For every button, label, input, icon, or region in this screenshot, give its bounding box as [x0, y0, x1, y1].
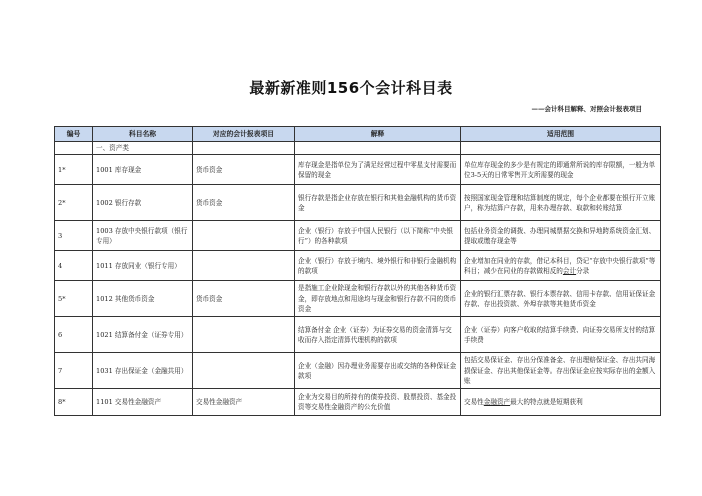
category-row — [55, 142, 661, 155]
row-scope: 按照国家现金管理和结算制度的规定，每个企业都要在银行开立账户，称为结算户存款，用来办理存款、取款和转账结算 — [461, 185, 661, 221]
row-report-item — [193, 353, 295, 389]
category-empty-cell — [461, 142, 661, 155]
row-number: 2* — [55, 185, 93, 221]
header-report: 对应的会计报表项目 — [193, 127, 295, 142]
row-number: 1* — [55, 155, 93, 185]
header-explain: 解释 — [295, 127, 461, 142]
row-number: 8* — [55, 389, 93, 416]
header-code: 编号 — [55, 127, 93, 142]
row-report-item — [193, 317, 295, 353]
row-report-item — [193, 251, 295, 281]
row-scope: 包括业务资金的调拨、办理同城票据交换和异地跨系统资金汇划、提取或缴存现金等 — [461, 221, 661, 251]
table-row — [55, 251, 661, 281]
scope-text: 分录 — [576, 266, 590, 275]
row-report-item: 货币资金 — [193, 155, 295, 185]
row-scope: 单位库存现金的多少是有规定的即通常所说的库存限额，一般为单位3-5天的日常零售开支所需要的现金 — [461, 155, 661, 185]
row-number: 4 — [55, 251, 93, 281]
row-explanation: 企业（金融）因办理业务需要存出或交纳的各种保证金款项 — [295, 353, 461, 389]
table-row — [55, 155, 661, 185]
table-row — [55, 185, 661, 221]
scope-text: 企业增加在同业的存款，借记本科目，贷记“存放中央银行款项”等科目；减少在同业的存款做相反的 — [464, 256, 656, 275]
table-header-row — [55, 127, 661, 142]
row-account-name: 1031 存出保证金（金融共用） — [93, 353, 193, 389]
row-scope: 企业（证券）向客户收取的结算手续费、向证券交易所支付的结算手续费 — [461, 317, 661, 353]
row-number: 5* — [55, 281, 93, 317]
scope-link-text: 会计 — [562, 266, 577, 275]
header-name: 科目名称 — [93, 127, 193, 142]
scope-text: 交易性 — [464, 398, 484, 407]
row-account-name: 1021 结算备付金（证券专用） — [93, 317, 193, 353]
row-report-item: 交易性金融资产 — [193, 389, 295, 416]
header-scope: 适用范围 — [461, 127, 661, 142]
category-empty-cell — [55, 142, 93, 155]
row-scope: 包括交易保证金、存出分保准备金、存出理赔保证金、存出共同海损保证金、存出其他保证金等。存出保证金应按实际存出的金额入账 — [461, 353, 661, 389]
table-row — [55, 353, 661, 389]
row-report-item — [193, 221, 295, 251]
row-report-item: 货币资金 — [193, 185, 295, 221]
row-account-name: 1001 库存现金 — [93, 155, 193, 185]
document-subtitle: ——会计科目解释、对照会计报表项目 — [531, 105, 642, 113]
row-scope — [461, 251, 661, 281]
row-number: 6 — [55, 317, 93, 353]
row-explanation: 结算备付金 企业（证券）为证券交易的资金清算与交收而存入指定清算代理机构的款项 — [295, 317, 461, 353]
row-explanation: 银行存款是指企业存放在银行和其他金融机构的货币资金 — [295, 185, 461, 221]
row-explanation: 企业（银行）存放于境内、境外银行和非银行金融机构的款项 — [295, 251, 461, 281]
row-account-name: 1002 银行存款 — [93, 185, 193, 221]
row-explanation: 企业（银行）存放于中国人民银行（以下简称“中央银行”）的各种款项 — [295, 221, 461, 251]
table-row — [55, 317, 661, 353]
row-scope: 企业的银行汇票存款、银行本票存款、信用卡存款、信用证保证金存款、存出投资款、外埠存款等其他货币资金 — [461, 281, 661, 317]
category-empty-cell — [295, 142, 461, 155]
row-number: 7 — [55, 353, 93, 389]
row-account-name: 1003 存放中央银行款项（银行专用） — [93, 221, 193, 251]
row-number: 3 — [55, 221, 93, 251]
row-account-name: 1011 存放同业（银行专用） — [93, 251, 193, 281]
row-explanation: 库存现金是指单位为了满足经营过程中零星支付需要而保留的现金 — [295, 155, 461, 185]
accounts-table — [54, 126, 661, 416]
row-report-item: 货币资金 — [193, 281, 295, 317]
scope-link-text: 金融资产 — [483, 398, 511, 407]
category-empty-cell — [193, 142, 295, 155]
category-label: 一、资产类 — [93, 142, 193, 155]
row-scope — [461, 389, 661, 416]
table-row — [55, 221, 661, 251]
table-row — [55, 281, 661, 317]
row-explanation: 企业为交易目的所持有的债券投资、股票投资、基金投资等交易性金融资产的公允价值 — [295, 389, 461, 416]
row-account-name: 1101 交易性金融资产 — [93, 389, 193, 416]
scope-text: 最大的特点就是短期获利 — [510, 398, 583, 407]
row-explanation: 是指施工企业除现金和银行存款以外的其他各种货币资金，即存放地点和用途均与现金和银行存款不同的货币资金 — [295, 281, 461, 317]
table-row — [55, 389, 661, 416]
document-title: 最新新准则156个会计科目表 — [249, 79, 453, 97]
row-account-name: 1012 其他货币资金 — [93, 281, 193, 317]
